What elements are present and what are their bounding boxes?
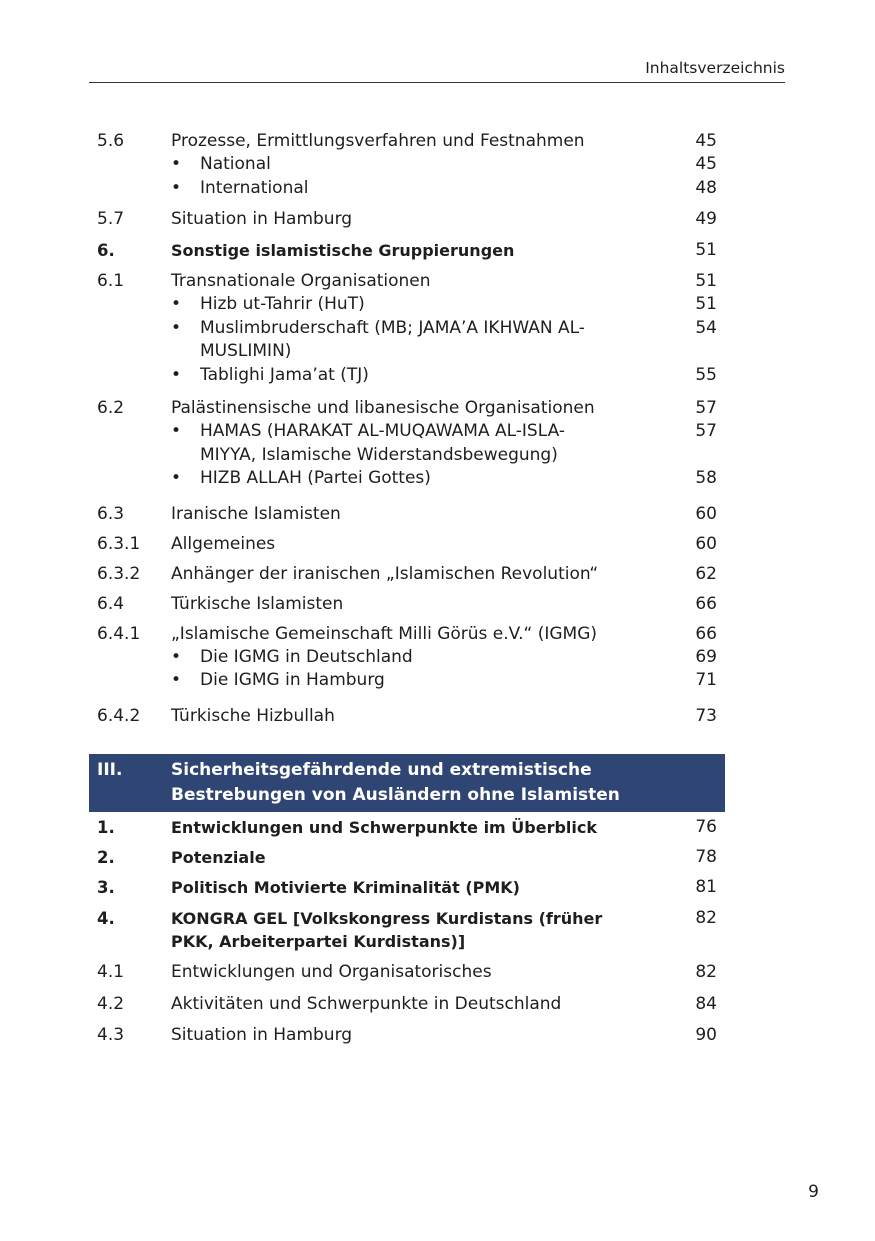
subentry-page: 55 [695,364,717,385]
entry-page: 60 [695,503,717,524]
subentry-label: Muslimbruderschaft (MB; JAMA’A IKHWAN AL-MUSLIMIN) [200,317,585,361]
entry-page: 82 [695,961,717,982]
bullet-icon: • [171,646,182,667]
entry-label: Situation in Hamburg [171,209,353,229]
subentry-label: Hizb ut-Tahrir (HuT) [200,294,365,314]
entry-page: 81 [695,876,717,897]
entry-page: 62 [695,563,717,584]
running-title: Inhaltsverzeichnis [645,59,785,77]
entry-number: 5.7 [97,209,125,229]
sub-list [171,153,725,200]
section-heading-bar[interactable] [89,754,725,812]
toc-entry-iii-1[interactable] [89,816,725,839]
entry-label: Potenziale [171,847,266,867]
toc-entry-6-4-2[interactable] [89,705,725,728]
section-title-line-2: Bestrebungen von Ausländern ohne Islamisten [171,784,620,805]
entry-number: 6. [97,241,115,260]
entry-label: Allgemeines [171,533,276,554]
entry-label: Anhänger der iranischen „Islamischen Revolution“ [171,563,599,584]
toc-entry-iii-4-2[interactable] [89,993,725,1016]
toc-entry-iii-3[interactable] [89,876,725,899]
bullet-icon: • [171,317,182,338]
subentry-page: 45 [695,154,717,174]
entry-page: 51 [695,271,717,291]
entry-number: 6.4.1 [97,623,141,644]
toc-subentry[interactable] [171,293,725,317]
subentry-page: 51 [695,294,717,314]
section-title-line-1: Sicherheitsgefährdende und extremistische [171,759,592,780]
entry-number: 6.3.1 [97,533,141,554]
entry-page: 78 [695,846,717,867]
entry-label: KONGRA GEL [Volkskongress Kurdistans (früher PKK, Arbeiterpartei Kurdistans)] [171,908,603,951]
entry-number: 6.1 [97,271,125,291]
entry-page: 73 [695,705,717,726]
bullet-icon: • [171,468,182,488]
entry-label: „Islamische Gemeinschaft Milli Görüs e.V.“ (IGMG) [171,623,598,644]
entry-label: Aktivitäten und Schwerpunkte in Deutschland [171,993,562,1014]
entry-number: 4.3 [97,1024,125,1045]
entry-label: Transnationale Organisationen [171,271,431,291]
entry-number: 6.2 [97,398,125,418]
page-number: 9 [808,1182,819,1202]
bullet-icon: • [171,154,182,174]
subentry-label: Die IGMG in Hamburg [200,670,385,690]
header-rule [89,82,785,83]
entry-page: 49 [695,209,717,229]
section-number: III. [97,759,123,780]
entry-page: 57 [695,398,717,418]
entry-page: 66 [695,593,717,614]
toc-entry-6[interactable] [89,239,725,262]
entry-label: Türkische Hizbullah [171,705,335,726]
bullet-icon: • [171,177,182,198]
entry-label: Entwicklungen und Organisatorisches [171,961,492,982]
toc-entry-6-4[interactable] [89,593,725,616]
toc-entry-iii-4-3[interactable] [89,1024,725,1047]
bullet-icon: • [171,364,182,385]
toc-entry-iii-2[interactable] [89,846,725,869]
entry-label: Iranische Islamisten [171,503,341,524]
toc-subentry[interactable] [171,317,725,364]
toc-entry-6-3-2[interactable] [89,563,725,586]
toc-entry-6-3-1[interactable] [89,533,725,556]
entry-number: 2. [97,847,115,867]
sub-list [171,646,725,693]
table-of-contents [89,130,725,1047]
entry-number: 4.2 [97,993,125,1014]
toc-subentry[interactable] [171,420,725,467]
bullet-icon: • [171,421,182,441]
entry-label: Palästinensische und libanesische Organisationen [171,398,595,418]
toc-subentry[interactable] [171,669,725,693]
toc-subentry[interactable] [171,467,725,491]
toc-entry-6-1[interactable] [89,270,725,293]
entry-number: 6.3.2 [97,563,141,584]
subentry-page: 69 [695,646,717,667]
entry-page: 90 [695,1024,717,1045]
subentry-page: 48 [695,177,717,198]
toc-entry-6-3[interactable] [89,503,725,526]
subentry-label: HIZB ALLAH (Partei Gottes) [200,468,431,488]
sub-list [171,420,725,491]
subentry-label: HAMAS (HARAKAT AL-MUQAWAMA AL-ISLA-MIYYA, Islamische Widerstandsbewegung) [200,421,565,465]
sub-list [171,293,725,387]
entry-number: 5.6 [97,131,125,151]
toc-subentry[interactable] [171,364,725,388]
subentry-page: 57 [695,421,717,441]
subentry-page: 54 [695,317,717,338]
entry-label: Türkische Islamisten [171,593,344,614]
entry-number: 4.1 [97,961,125,982]
entry-label: Prozesse, Ermittlungsverfahren und Festnahmen [171,131,585,151]
bullet-icon: • [171,670,182,690]
entry-number: 6.3 [97,503,125,524]
entry-label: Sonstige islamistische Gruppierungen [171,241,515,260]
toc-entry-iii-4-1[interactable] [89,961,725,984]
entry-number: 6.4 [97,593,125,614]
entry-page: 60 [695,533,717,554]
entry-label: Entwicklungen und Schwerpunkte im Überblick [171,817,598,837]
subentry-label: National [200,154,271,174]
toc-entry-6-2[interactable] [89,397,725,420]
subentry-page: 71 [695,670,717,690]
entry-page: 66 [695,623,717,644]
entry-page: 51 [695,240,717,260]
toc-subentry[interactable] [171,646,725,670]
toc-entry-5-6[interactable] [89,130,725,153]
entry-page: 84 [695,993,717,1014]
toc-entry-6-4-1[interactable] [89,623,725,646]
entry-page: 45 [695,131,717,151]
entry-label: Politisch Motivierte Kriminalität (PMK) [171,877,520,897]
toc-subentry[interactable] [171,177,725,201]
entry-page: 76 [695,816,717,837]
entry-number: 4. [97,908,115,928]
subentry-label: Tablighi Jama’at (TJ) [200,364,369,385]
entry-label: Situation in Hamburg [171,1024,353,1045]
subentry-label: Die IGMG in Deutschland [200,646,413,667]
entry-number: 3. [97,877,115,897]
entry-number: 1. [97,817,115,837]
toc-entry-iii-4[interactable] [89,907,725,953]
entry-number: 6.4.2 [97,705,141,726]
toc-subentry[interactable] [171,153,725,177]
subentry-label: International [200,177,309,198]
subentry-page: 58 [695,468,717,488]
toc-entry-5-7[interactable] [89,208,725,231]
bullet-icon: • [171,294,182,314]
entry-page: 82 [695,907,717,928]
